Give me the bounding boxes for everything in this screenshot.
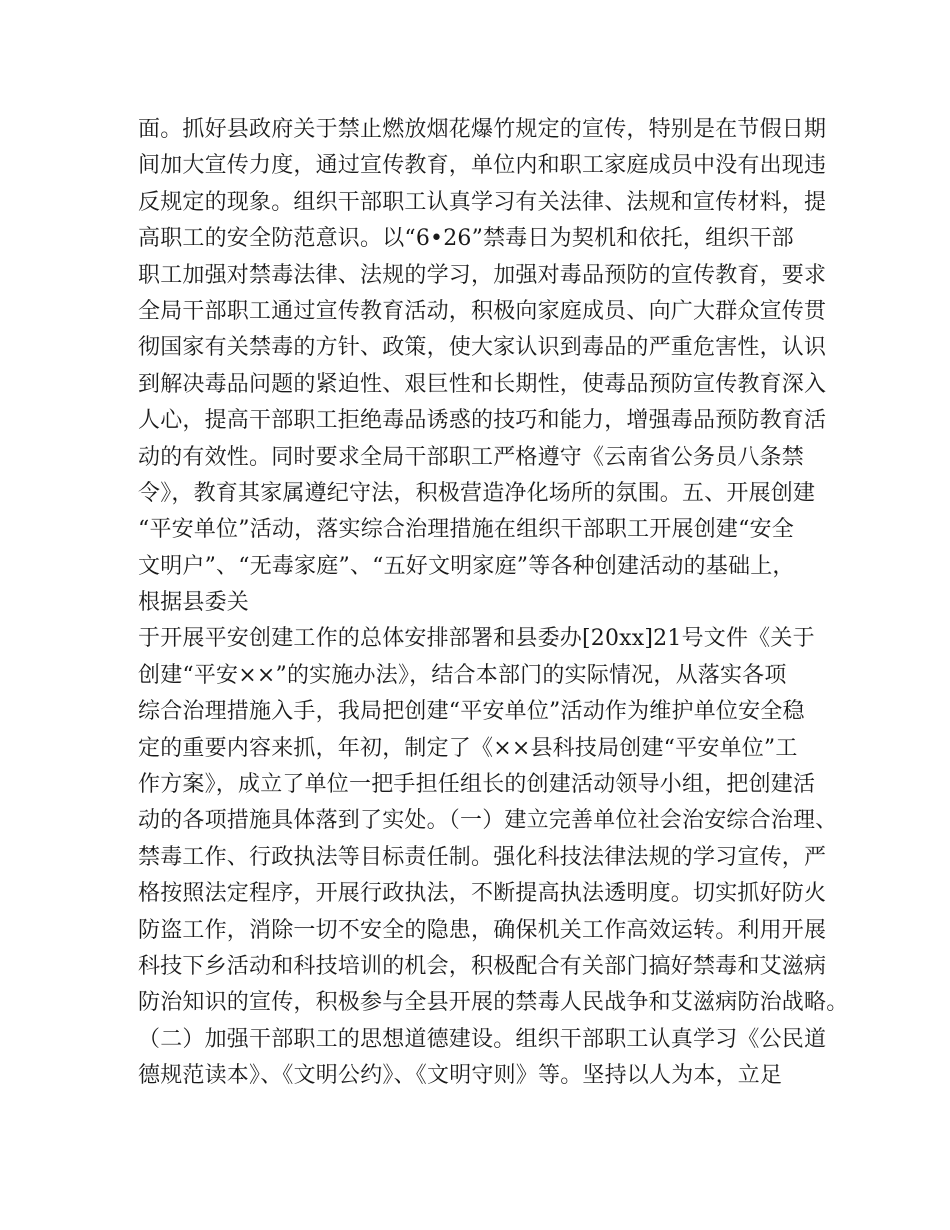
text-line: 文明户”、“无毒家庭”、“五好文明家庭”等各种创建活动的基础上，	[138, 553, 795, 579]
text-line: 彻国家有关禁毒的方针、政策，使大家认识到毒品的严重危害性，认识	[138, 335, 827, 361]
text-line: 动的有效性。同时要求全局干部职工严格遵守《云南省公务员八条禁	[138, 444, 805, 470]
text-line: 德规范读本》、《文明公约》、《文明守则》等。坚持以人为本，立足	[138, 1063, 783, 1089]
text-line: 反规定的现象。组织干部职工认真学习有关法律、法规和宣传材料，提	[138, 189, 827, 215]
text-line: 间加大宣传力度，通过宣传教育，单位内和职工家庭成员中没有出现违	[138, 153, 827, 179]
text-line: 防盗工作，消除一切不安全的隐患，确保机关工作高效运转。利用开展	[138, 917, 827, 943]
text-line: 综合治理措施入手，我局把创建“平安单位”活动作为维护单位安全稳	[138, 699, 805, 725]
text-line: 作方案》，成立了单位一把手担任组长的创建活动领导小组，把创建活	[138, 772, 816, 798]
text-line: 到解决毒品问题的紧迫性、艰巨性和长期性，使毒品预防宣传教育深入	[138, 371, 827, 397]
text-line: 令》，教育其家属遵纪守法，积极营造净化场所的氛围。五、开展创建	[138, 480, 816, 506]
text-line: 于开展平安创建工作的总体安排部署和县委办[20xx]21号文件《关于	[138, 626, 815, 652]
text-line: 定的重要内容来抓，年初，制定了《××县科技局创建“平安单位”工	[138, 735, 798, 761]
text-line: 科技下乡活动和科技培训的机会，积极配合有关部门搞好禁毒和艾滋病	[138, 953, 827, 979]
text-line: 全局干部职工通过宣传教育活动，积极向家庭成员、向广大群众宣传贯	[138, 298, 827, 324]
text-line: 面。抓好县政府关于禁止燃放烟花爆竹规定的宣传，特别是在节假日期	[138, 117, 827, 142]
body-text	[138, 112, 849, 1095]
text-line: 创建“平安××”的实施办法》，结合本部门的实际情况，从落实各项	[138, 662, 787, 688]
text-line: 根据县委关	[138, 590, 250, 616]
text-line: 人心，提高干部职工拒绝毒品诱惑的技巧和能力，增强毒品预防教育活	[138, 408, 827, 434]
text-line: 高职工的安全防范意识。以“6•26”禁毒日为契机和依托，组织干部	[138, 226, 794, 252]
text-line: （二）加强干部职工的思想道德建设。组织干部职工认真学习《公民道	[138, 1026, 827, 1052]
text-line: 格按照法定程序，开展行政执法，不断提高执法透明度。切实抓好防火	[138, 881, 827, 907]
text-line: 职工加强对禁毒法律、法规的学习，加强对毒品预防的宣传教育，要求	[138, 262, 827, 288]
text-line: “平安单位”活动，落实综合治理措施在组织干部职工开展创建“安全	[138, 517, 794, 543]
text-line: 动的各项措施具体落到了实处。（一）建立完善单位社会治安综合治理、	[138, 808, 838, 834]
text-line: 禁毒工作、行政执法等目标责任制。强化科技法律法规的学习宣传，严	[138, 844, 827, 870]
text-line: 防治知识的宣传，积极参与全县开展的禁毒人民战争和艾滋病防治战略。	[138, 990, 849, 1016]
